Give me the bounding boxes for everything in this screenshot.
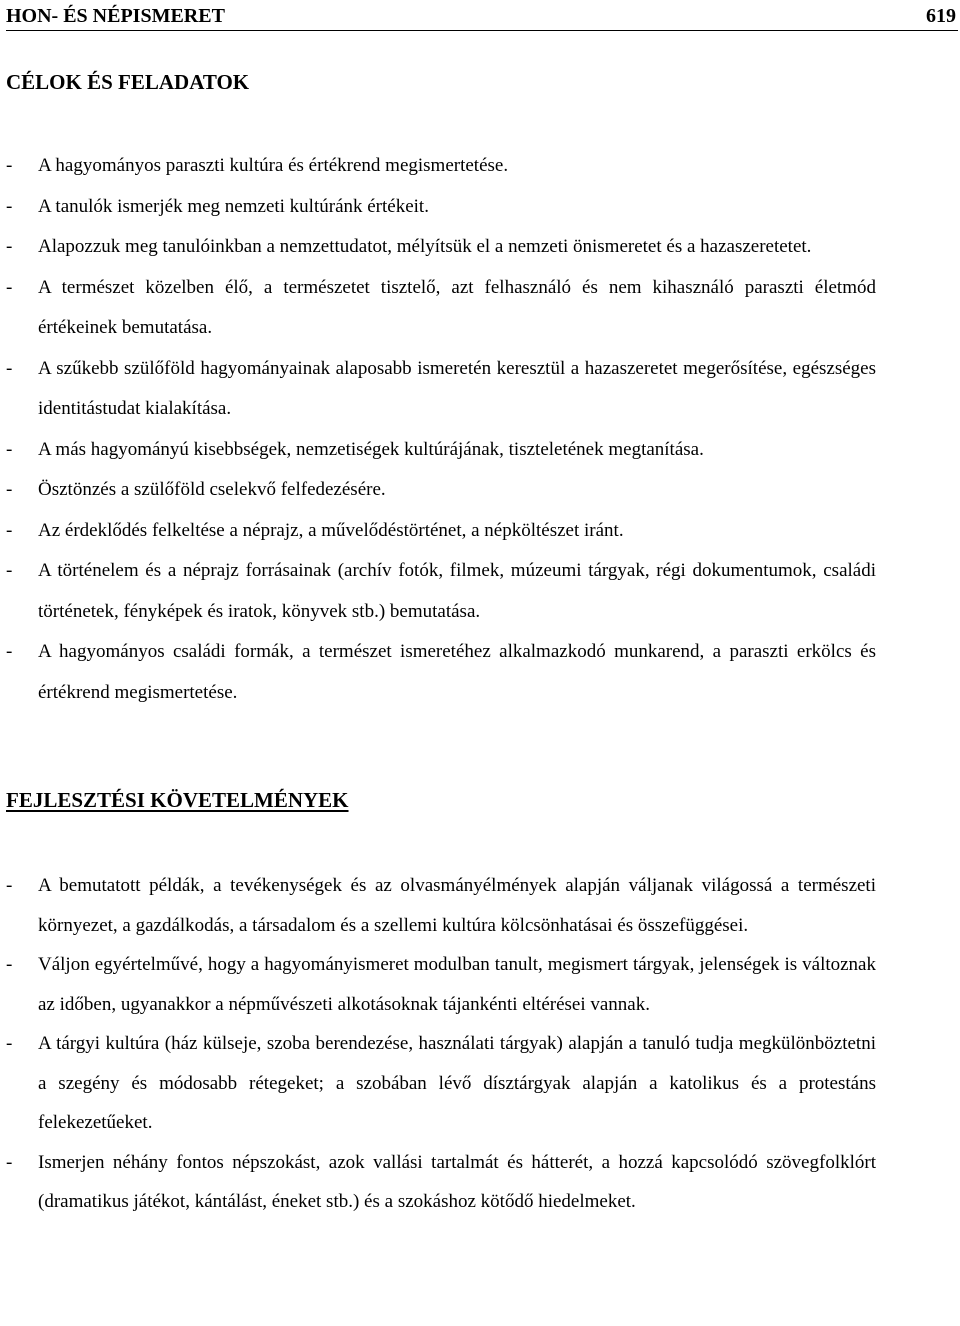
requirements-list bbox=[6, 866, 876, 1222]
page-header bbox=[6, 2, 958, 31]
list-item: - Váljon egyértelművé, hogy a hagyományismeret modulban tanult, megismert tárgyak, jelenségek is változnak az időben, ugyanakkor a népművészeti alkotásoknak tájankénti eltérései vannak. bbox=[6, 945, 876, 1024]
list-item: - Ösztönzés a szülőföld cselekvő felfedezésére. bbox=[6, 470, 876, 511]
list-item: - A szűkebb szülőföld hagyományainak alaposabb ismeretén keresztül a hazaszeretet megerősítése, egészséges identitástudat kialakítása. bbox=[6, 349, 876, 430]
list-item: - A hagyományos családi formák, a természet ismeretéhez alkalmazkodó munkarend, a paraszti erkölcs és értékrend megismertetése. bbox=[6, 632, 876, 713]
goals-list bbox=[6, 146, 876, 713]
goals-heading: CÉLOK ÉS FELADATOK bbox=[6, 70, 250, 94]
list-item: - A tanulók ismerjék meg nemzeti kultúránk értékeit. bbox=[6, 187, 876, 228]
requirements-heading: FEJLESZTÉSI KÖVETELMÉNYEK bbox=[6, 788, 349, 812]
list-item: - Ismerjen néhány fontos népszokást, azok vallási tartalmát és hátterét, a hozzá kapcsolódó szövegfolklórt (dramatikus játékot, kántálást, éneket stb.) és a szokáshoz kötődő hiedelmeket. bbox=[6, 1143, 876, 1222]
list-item: - A természet közelben élő, a természetet tisztelő, azt felhasználó és nem kihasználó paraszti életmód értékeinek bemutatása. bbox=[6, 268, 876, 349]
list-item: - Az érdeklődés felkeltése a néprajz, a művelődéstörténet, a népköltészet iránt. bbox=[6, 511, 876, 552]
page-number: 619 bbox=[926, 5, 956, 27]
list-item: - A más hagyományú kisebbségek, nemzetiségek kultúrájának, tiszteletének megtanítása. bbox=[6, 430, 876, 471]
list-item: - Alapozzuk meg tanulóinkban a nemzettudatot, mélyítsük el a nemzeti önismeretet és a hazaszeretetet. bbox=[6, 227, 876, 268]
list-item: - A bemutatott példák, a tevékenységek és az olvasmányélmények alapján váljanak világossá a természeti környezet, a gazdálkodás, a társadalom és a szellemi kultúra kölcsönhatásai és összefüggései. bbox=[6, 866, 876, 945]
list-item: - A történelem és a néprajz forrásainak (archív fotók, filmek, múzeumi tárgyak, régi dokumentumok, családi történetek, fényképek és iratok, könyvek stb.) bemutatása. bbox=[6, 551, 876, 632]
list-item: - A hagyományos paraszti kultúra és értékrend megismertetése. bbox=[6, 146, 876, 187]
document-title: HON- ÉS NÉPISMERET bbox=[6, 5, 225, 27]
list-item: - A tárgyi kultúra (ház külseje, szoba berendezése, használati tárgyak) alapján a tanuló tudja megkülönböztetni a szegény és módosabb rétegeket; a szobában lévő dísztárgyak alapján a katolikus és a protestáns felekezetűeket. bbox=[6, 1024, 876, 1143]
